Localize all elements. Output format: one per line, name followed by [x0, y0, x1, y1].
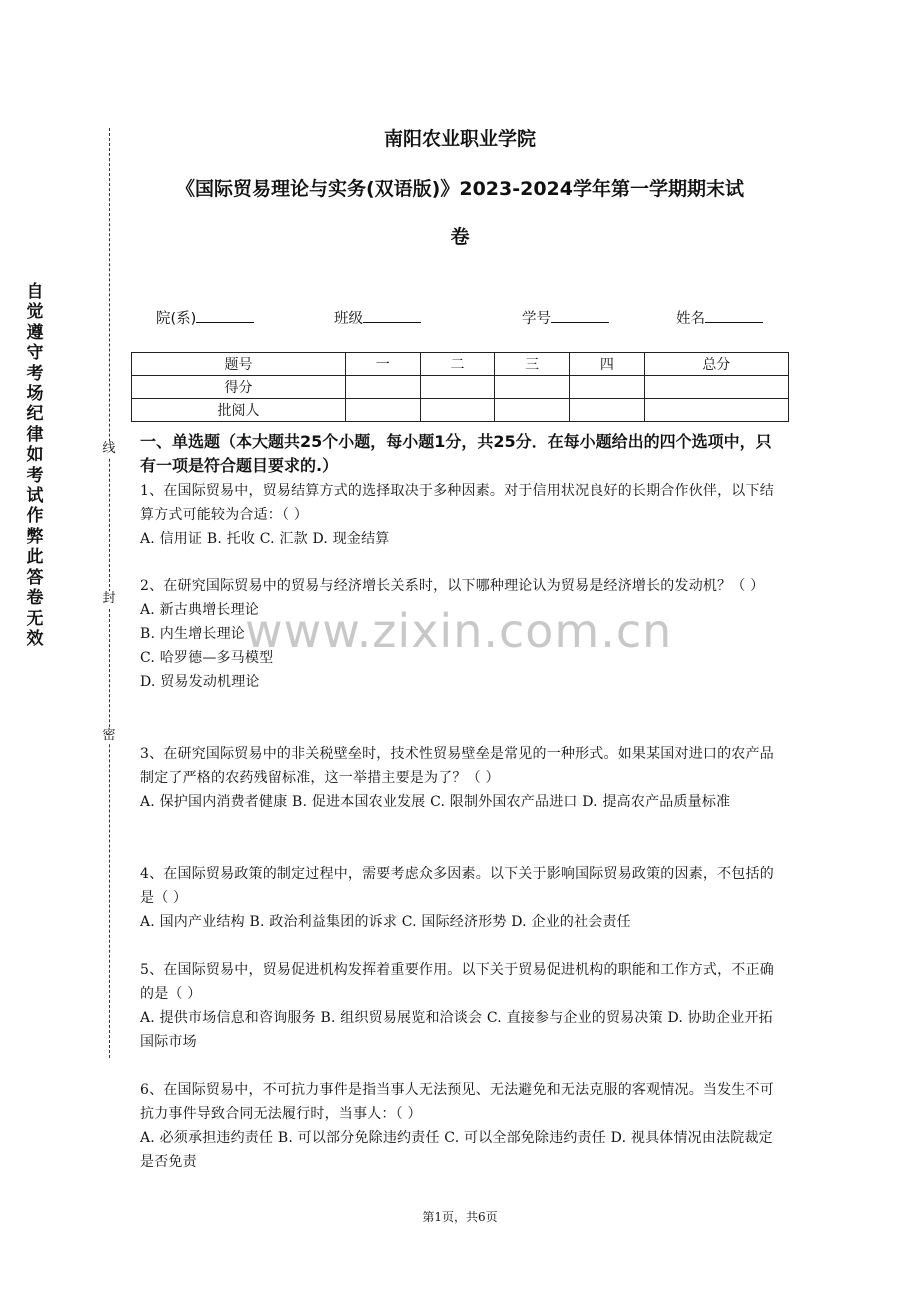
- grader-cell[interactable]: [569, 399, 644, 422]
- student-id-field: [522, 307, 609, 328]
- score-cell[interactable]: [569, 376, 644, 399]
- score-table-header: [132, 353, 789, 376]
- dept-label: 院(系): [156, 311, 197, 327]
- option-a[interactable]: A. 新古典增长理论: [140, 602, 260, 618]
- score-cell[interactable]: [346, 376, 421, 399]
- question-stem: 6、在国际贸易中，不可抗力事件是指当事人无法预见、无法避免和无法克服的客观情况。当发生不可抗力事件导致合同无法履行时，当事人：（ ）: [140, 1082, 774, 1122]
- table-header-cell: 总分: [644, 353, 788, 376]
- dept-blank[interactable]: [196, 308, 254, 323]
- exam-title-line2: 卷: [450, 226, 470, 248]
- class-blank[interactable]: [363, 308, 421, 323]
- exam-rule-notice: [22, 282, 48, 649]
- cut-mark-seal: 封: [100, 591, 118, 607]
- table-header-cell: 一: [346, 353, 421, 376]
- option-b[interactable]: B. 内生增长理论: [140, 626, 245, 642]
- question-4: [140, 862, 785, 934]
- question-stem: 1、在国际贸易中，贸易结算方式的选择取决于多种因素。对于信用状况良好的长期合作伙伴，以下结算方式可能较为合适：（ ）: [140, 483, 774, 523]
- question-stem: 5、在国际贸易中，贸易促进机构发挥着重要作用。以下关于贸易促进机构的职能和工作方式，不正确的是（ ）: [140, 962, 774, 1002]
- cut-mark-line: 线: [100, 441, 118, 457]
- watermark: www.zixin.com.cn: [245, 604, 673, 658]
- question-stem: 2、在研究国际贸易中的贸易与经济增长关系时，以下哪种理论认为贸易是经济增长的发动机？（ ）: [140, 578, 765, 594]
- class-label: 班级: [334, 311, 363, 327]
- class-field: [334, 307, 421, 328]
- cut-mark-secret: 密: [100, 728, 118, 744]
- score-cell[interactable]: [644, 376, 788, 399]
- score-cell[interactable]: [420, 376, 495, 399]
- question-options[interactable]: A. 提供市场信息和咨询服务 B. 组织贸易展览和洽谈会 C. 直接参与企业的贸易决策 D. 协助企业开拓国际市场: [140, 1010, 773, 1050]
- question-options[interactable]: A. 信用证 B. 托收 C. 汇款 D. 现金结算: [140, 531, 390, 547]
- question-stem: 4、在国际贸易政策的制定过程中，需要考虑众多因素。以下关于影响国际贸易政策的因素，不包括的是（ ）: [140, 866, 774, 906]
- question-3: [140, 742, 785, 814]
- table-row-label: 得分: [132, 376, 346, 399]
- table-row: [132, 376, 789, 399]
- score-cell[interactable]: [495, 376, 570, 399]
- table-header-cell: 二: [420, 353, 495, 376]
- option-c[interactable]: C. 哈罗德—多马模型: [140, 650, 274, 666]
- exam-rule-text: 自觉遵守考场纪律如考试作弊此答卷无效: [26, 282, 44, 649]
- dept-field: [156, 307, 254, 328]
- table-header-cell: 四: [569, 353, 644, 376]
- page-number: 第1页，共6页: [422, 1210, 498, 1224]
- name-field: [676, 307, 763, 328]
- question-options[interactable]: A. 必须承担违约责任 B. 可以部分免除违约责任 C. 可以全部免除违约责任 D. 视具体情况由法院裁定是否免责: [140, 1130, 773, 1170]
- school-name: 南阳农业职业学院: [383, 128, 536, 150]
- question-5: [140, 958, 785, 1054]
- table-row-label: 批阅人: [132, 399, 346, 422]
- grader-cell[interactable]: [495, 399, 570, 422]
- option-d[interactable]: D. 贸易发动机理论: [140, 674, 260, 690]
- question-options[interactable]: A. 国内产业结构 B. 政治利益集团的诉求 C. 国际经济形势 D. 企业的社会责任: [140, 914, 631, 930]
- question-1: [140, 479, 785, 551]
- exam-title-line1: 《国际贸易理论与实务(双语版)》2023-2024学年第一学期期末试: [175, 178, 745, 200]
- student-id-label: 学号: [522, 311, 551, 327]
- section-heading: 一、单选题（本大题共25个小题，每小题1分，共25分．在每小题给出的四个选项中，只有一项是符合题目要求的.）: [140, 432, 772, 475]
- student-id-blank[interactable]: [551, 308, 609, 323]
- name-label: 姓名: [676, 311, 705, 327]
- table-header-cell: 三: [495, 353, 570, 376]
- grader-cell[interactable]: [644, 399, 788, 422]
- question-stem: 3、在研究国际贸易中的非关税壁垒时，技术性贸易壁垒是常见的一种形式。如果某国对进口的农产品制定了严格的农药残留标准，这一举措主要是为了？（ ）: [140, 746, 774, 786]
- question-6: [140, 1078, 785, 1174]
- grader-cell[interactable]: [420, 399, 495, 422]
- table-row: [132, 399, 789, 422]
- name-blank[interactable]: [705, 308, 763, 323]
- question-options[interactable]: A. 保护国内消费者健康 B. 促进本国农业发展 C. 限制外国农产品进口 D. 提高农产品质量标准: [140, 794, 731, 810]
- score-table: [131, 352, 789, 422]
- table-header-cell: 题号: [132, 353, 346, 376]
- grader-cell[interactable]: [346, 399, 421, 422]
